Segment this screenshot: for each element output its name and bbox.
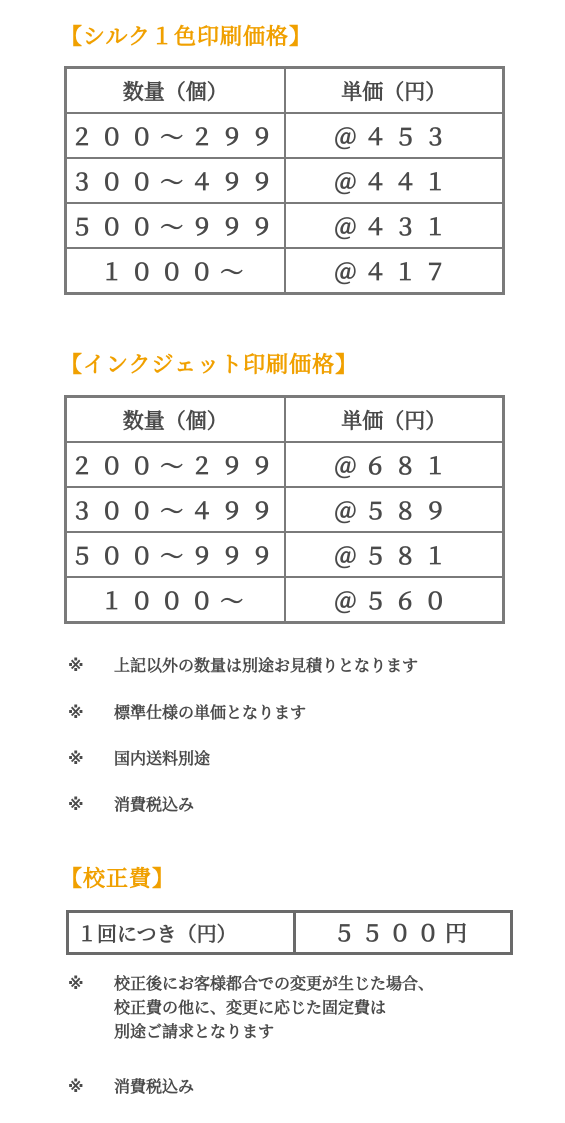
unit-price-cell: ＠５８９ bbox=[285, 487, 504, 532]
note-mark: ※ bbox=[68, 1077, 84, 1096]
unit-price-cell: ＠４１７ bbox=[285, 248, 504, 294]
quantity-cell: １０００〜 bbox=[66, 577, 285, 623]
table-row bbox=[66, 532, 504, 577]
quantity-cell: ５００〜９９９ bbox=[66, 203, 285, 248]
unit-price-cell: ＠４３１ bbox=[285, 203, 504, 248]
inkjet-price-heading: 【インクジェット印刷価格】 bbox=[60, 353, 359, 378]
table-row bbox=[66, 158, 504, 203]
unit-price-cell: ＠４５３ bbox=[285, 113, 504, 158]
silk-price-table bbox=[64, 66, 505, 295]
table-row bbox=[68, 912, 512, 954]
quantity-cell: ３００〜４９９ bbox=[66, 158, 285, 203]
note-other-quantity bbox=[68, 653, 418, 676]
table-header-row bbox=[66, 68, 504, 114]
table-row bbox=[66, 113, 504, 158]
unit-price-cell: ＠５８１ bbox=[285, 532, 504, 577]
unit-price-cell: ＠６８１ bbox=[285, 442, 504, 487]
note-standard-spec bbox=[68, 700, 306, 723]
inkjet-price-table bbox=[64, 395, 505, 624]
note-text: 消費税込み bbox=[114, 1077, 195, 1096]
quantity-cell: ２００〜２９９ bbox=[66, 113, 285, 158]
unit-price-header: 単価（円） bbox=[285, 397, 504, 443]
note-text: 消費税込み bbox=[114, 795, 195, 814]
note-text: 国内送料別途 bbox=[114, 749, 211, 768]
proof-fee-table bbox=[66, 910, 513, 955]
table-row bbox=[66, 203, 504, 248]
table-row bbox=[66, 577, 504, 623]
table-row bbox=[66, 442, 504, 487]
quantity-cell: １０００〜 bbox=[66, 248, 285, 294]
proof-fee-heading: 【校正費】 bbox=[60, 867, 176, 892]
proof-fee-label: １回につき（円） bbox=[68, 912, 295, 954]
note-mark: ※ bbox=[68, 749, 84, 768]
note-mark: ※ bbox=[68, 703, 84, 722]
proof-note-line: 校正費の他に、変更に応じた固定費は bbox=[114, 998, 387, 1017]
unit-price-header: 単価（円） bbox=[285, 68, 504, 114]
table-header-row bbox=[66, 397, 504, 443]
proof-note bbox=[68, 972, 434, 1044]
note-shipping bbox=[68, 746, 210, 769]
note-tax bbox=[68, 792, 194, 815]
proof-note-line: 別途ご請求となります bbox=[114, 1022, 275, 1041]
proof-note-line: 校正後にお客様都合での変更が生じた場合、 bbox=[114, 974, 435, 993]
note-mark: ※ bbox=[68, 656, 84, 675]
silk-price-heading: 【シルク１色印刷価格】 bbox=[60, 25, 313, 50]
table-row bbox=[66, 487, 504, 532]
proof-tax-note bbox=[68, 1074, 194, 1097]
quantity-cell: ２００〜２９９ bbox=[66, 442, 285, 487]
quantity-cell: ３００〜４９９ bbox=[66, 487, 285, 532]
note-mark: ※ bbox=[68, 795, 84, 814]
note-mark: ※ bbox=[68, 974, 84, 993]
unit-price-cell: ＠４４１ bbox=[285, 158, 504, 203]
quantity-cell: ５００〜９９９ bbox=[66, 532, 285, 577]
proof-fee-value: ５５００円 bbox=[295, 912, 512, 954]
note-text: 標準仕様の単価となります bbox=[114, 703, 307, 722]
quantity-header: 数量（個） bbox=[66, 68, 285, 114]
table-row bbox=[66, 248, 504, 294]
quantity-header: 数量（個） bbox=[66, 397, 285, 443]
unit-price-cell: ＠５６０ bbox=[285, 577, 504, 623]
note-text: 上記以外の数量は別途お見積りとなります bbox=[114, 656, 419, 675]
